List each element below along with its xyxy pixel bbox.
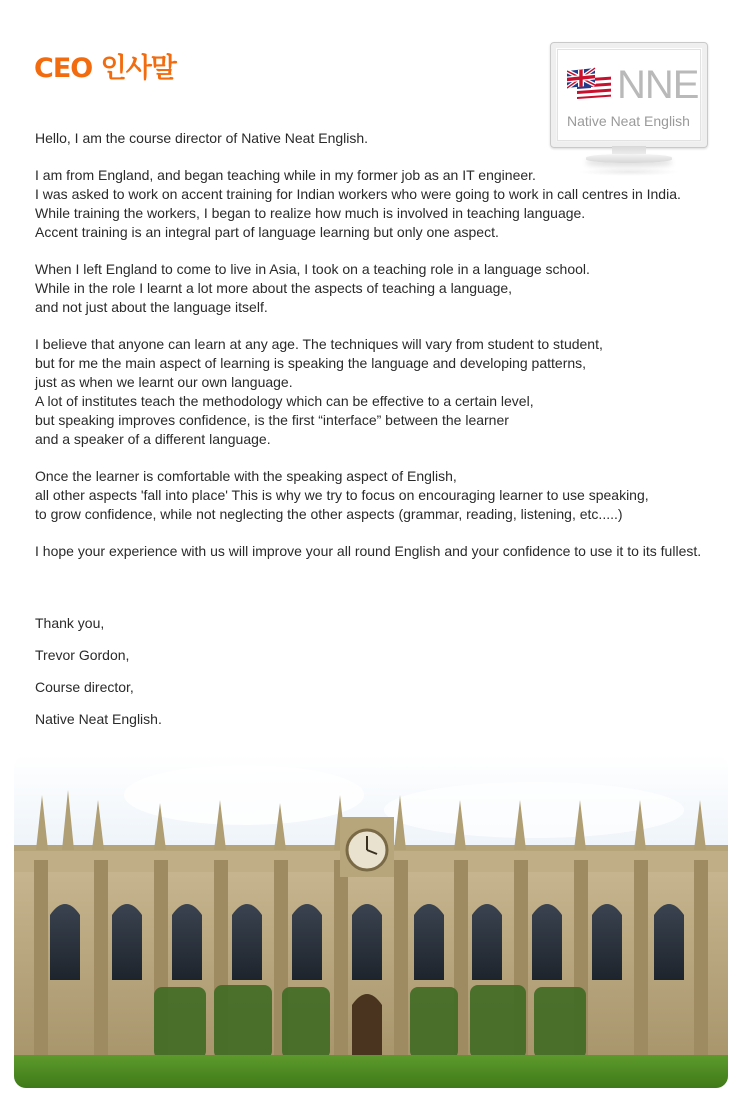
letter-body [35, 129, 725, 579]
text-line: While training the workers, I began to realize how much is involved in teaching language. [35, 205, 586, 221]
text-line: Hello, I am the course director of Native Neat English. [35, 130, 369, 146]
paragraph [35, 542, 725, 561]
page-title: CEO 인사말 [34, 53, 176, 84]
text-line: but for me the main aspect of learning is speaking the language and developing patterns, [35, 355, 587, 371]
text-line: A lot of institutes teach the methodology which can be effective to a certain level, [35, 393, 534, 409]
text-line: Once the learner is comfortable with the speaking aspect of English, [35, 468, 457, 484]
logo-small-text: Native Neat English [567, 113, 690, 129]
signoff [35, 614, 162, 742]
text-line: When I left England to come to live in Asia, I took on a teaching role in a language school. [35, 261, 590, 277]
text-line: Accent training is an integral part of language learning but only one aspect. [35, 224, 499, 240]
text-line: I hope your experience with us will improve your all round English and your confidence to use it to its fullest. [35, 543, 702, 559]
paragraph [35, 260, 725, 317]
paragraph [35, 166, 725, 242]
text-line: I believe that anyone can learn at any age. The techniques will vary from student to student, [35, 336, 603, 352]
logo-big-text: NNE [617, 63, 699, 107]
text-line: and not just about the language itself. [35, 299, 268, 315]
text-line: I was asked to work on accent training for Indian workers who were going to work in call centres in India. [35, 186, 681, 202]
signoff-line: Trevor Gordon, [35, 647, 130, 663]
paragraph [35, 467, 725, 524]
college-building-illustration [14, 755, 728, 1088]
text-line: to grow confidence, while not neglecting the other aspects (grammar, reading, listening, etc.....) [35, 506, 623, 522]
text-line: all other aspects 'fall into place' This is why we try to focus on encouraging learner to use speaking, [35, 487, 649, 503]
text-line: just as when we learnt our own language. [35, 374, 293, 390]
signoff-line: Native Neat English. [35, 711, 162, 727]
text-line: While in the role I learnt a lot more about the aspects of teaching a language, [35, 280, 513, 296]
paragraph [35, 129, 725, 148]
flags-icon [567, 67, 613, 103]
text-line: but speaking improves confidence, is the first “interface” between the learner [35, 412, 509, 428]
college-building-photo [14, 755, 728, 1088]
text-line: and a speaker of a different language. [35, 431, 271, 447]
signoff-line: Thank you, [35, 615, 105, 631]
text-line: I am from England, and began teaching while in my former job as an IT engineer. [35, 167, 536, 183]
signoff-line: Course director, [35, 679, 134, 695]
paragraph [35, 335, 725, 449]
